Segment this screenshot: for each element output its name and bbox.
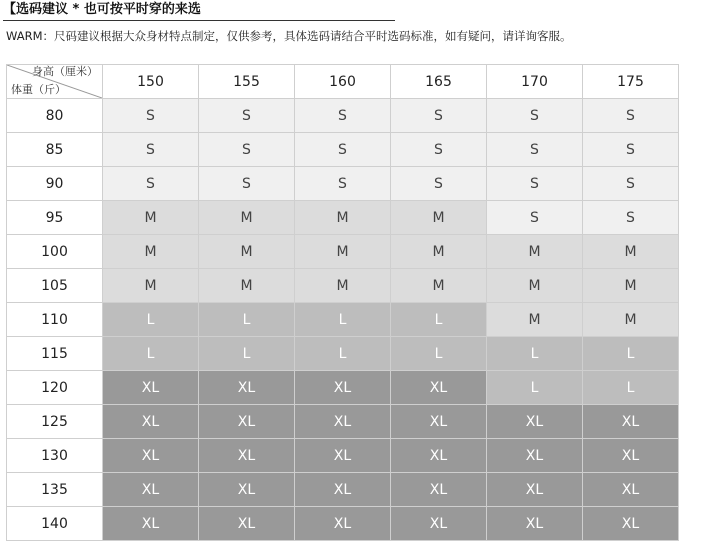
size-cell: XL (199, 507, 295, 541)
table-row (7, 405, 679, 439)
size-cell: XL (295, 371, 391, 405)
size-cell: S (103, 133, 199, 167)
size-cell: S (103, 167, 199, 201)
size-cell: S (391, 133, 487, 167)
size-cell: XL (103, 507, 199, 541)
size-cell: S (391, 99, 487, 133)
size-cell: S (391, 167, 487, 201)
size-cell: S (583, 99, 679, 133)
table-row (7, 507, 679, 541)
size-cell: S (199, 99, 295, 133)
size-cell: XL (487, 405, 583, 439)
size-cell: S (199, 133, 295, 167)
size-cell: XL (487, 507, 583, 541)
size-cell: S (487, 99, 583, 133)
size-cell: M (487, 235, 583, 269)
weight-axis-label: 体重（斤） (11, 83, 66, 96)
size-cell: M (391, 201, 487, 235)
size-cell: XL (295, 507, 391, 541)
weight-header-cell: 125 (7, 405, 103, 439)
size-cell: XL (583, 405, 679, 439)
size-chart-table (6, 64, 679, 541)
size-cell: L (583, 371, 679, 405)
size-cell: S (103, 99, 199, 133)
table-row (7, 303, 679, 337)
size-cell: L (295, 303, 391, 337)
size-cell: S (487, 167, 583, 201)
size-cell: XL (583, 473, 679, 507)
height-header-165: 165 (391, 65, 487, 99)
size-cell: M (487, 303, 583, 337)
size-cell: M (583, 269, 679, 303)
size-cell: M (583, 235, 679, 269)
size-cell: S (487, 133, 583, 167)
weight-header-cell: 85 (7, 133, 103, 167)
size-cell: M (199, 235, 295, 269)
size-cell: L (103, 337, 199, 371)
size-cell: L (583, 337, 679, 371)
size-cell: M (391, 269, 487, 303)
size-cell: L (199, 303, 295, 337)
page-title: 【选码建议 * 也可按平时穿的来选 (3, 2, 201, 17)
size-cell: M (199, 269, 295, 303)
size-cell: XL (199, 371, 295, 405)
size-cell: M (295, 201, 391, 235)
size-cell: M (583, 303, 679, 337)
size-cell: XL (199, 405, 295, 439)
table-row (7, 235, 679, 269)
size-cell: S (295, 167, 391, 201)
size-cell: L (103, 303, 199, 337)
weight-header-cell: 95 (7, 201, 103, 235)
size-cell: L (487, 337, 583, 371)
size-cell: S (295, 133, 391, 167)
size-cell: M (295, 269, 391, 303)
weight-header-cell: 115 (7, 337, 103, 371)
size-cell: M (103, 269, 199, 303)
size-cell: XL (103, 439, 199, 473)
size-cell: XL (295, 439, 391, 473)
size-cell: XL (487, 439, 583, 473)
size-cell: S (487, 201, 583, 235)
table-row (7, 201, 679, 235)
size-cell: XL (103, 371, 199, 405)
height-axis-label: 身高（厘米） (32, 65, 98, 78)
table-row (7, 269, 679, 303)
weight-header-cell: 140 (7, 507, 103, 541)
size-cell: XL (583, 507, 679, 541)
size-cell: L (199, 337, 295, 371)
size-cell: S (583, 167, 679, 201)
size-cell: S (583, 201, 679, 235)
weight-header-cell: 100 (7, 235, 103, 269)
size-cell: XL (391, 507, 487, 541)
height-header-170: 170 (487, 65, 583, 99)
size-cell: XL (391, 371, 487, 405)
size-cell: XL (391, 439, 487, 473)
size-cell: XL (391, 473, 487, 507)
size-cell: XL (199, 439, 295, 473)
size-cell: M (103, 201, 199, 235)
height-header-160: 160 (295, 65, 391, 99)
size-cell: XL (487, 473, 583, 507)
size-cell: XL (295, 473, 391, 507)
size-cell: XL (583, 439, 679, 473)
height-header-150: 150 (103, 65, 199, 99)
size-cell: M (199, 201, 295, 235)
table-row (7, 337, 679, 371)
table-row (7, 371, 679, 405)
size-cell: M (487, 269, 583, 303)
size-cell: M (103, 235, 199, 269)
size-cell: L (391, 337, 487, 371)
size-cell: S (199, 167, 295, 201)
size-table-body (7, 99, 679, 541)
weight-header-cell: 120 (7, 371, 103, 405)
table-row (7, 473, 679, 507)
size-cell: S (295, 99, 391, 133)
height-header-row (7, 65, 679, 99)
table-row (7, 167, 679, 201)
table-row (7, 99, 679, 133)
height-header-155: 155 (199, 65, 295, 99)
warm-note: WARM：尺码建议根据大众身材特点制定，仅供参考，具体选码请结合平时选码标准，如有疑问，请详询客服。 (6, 29, 572, 43)
weight-header-cell: 80 (7, 99, 103, 133)
size-cell: M (295, 235, 391, 269)
weight-header-cell: 130 (7, 439, 103, 473)
size-cell: M (391, 235, 487, 269)
table-row (7, 439, 679, 473)
weight-header-cell: 105 (7, 269, 103, 303)
size-cell: XL (391, 405, 487, 439)
size-cell: XL (295, 405, 391, 439)
size-cell: L (391, 303, 487, 337)
weight-header-cell: 135 (7, 473, 103, 507)
weight-header-cell: 90 (7, 167, 103, 201)
title-divider (3, 20, 395, 21)
size-cell: XL (103, 473, 199, 507)
size-cell: XL (103, 405, 199, 439)
size-cell: S (583, 133, 679, 167)
size-cell: L (487, 371, 583, 405)
height-header-175: 175 (583, 65, 679, 99)
size-cell: XL (199, 473, 295, 507)
weight-header-cell: 110 (7, 303, 103, 337)
table-row (7, 133, 679, 167)
size-cell: L (295, 337, 391, 371)
corner-header-cell (7, 65, 103, 99)
